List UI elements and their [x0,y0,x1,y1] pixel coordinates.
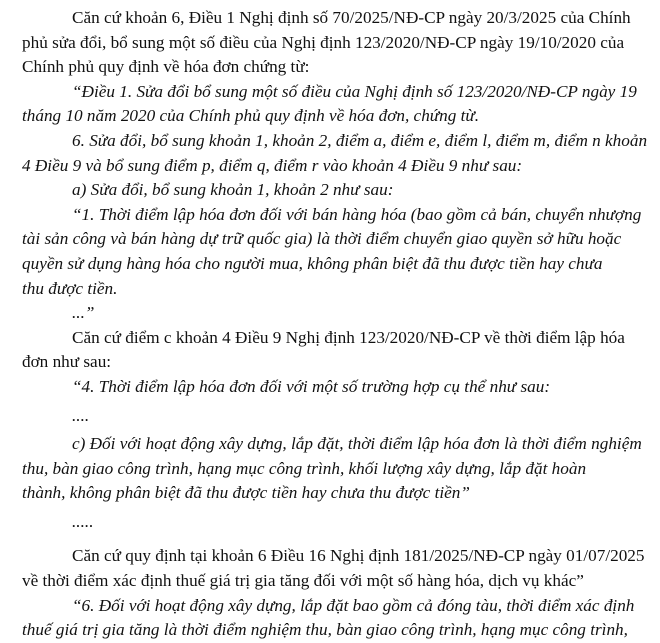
quote-point-c-construction [22,432,642,506]
quote-clause-6-vat [22,594,642,643]
text-line: “4. Thời điểm lập hóa đơn đối với một số trường hợp cụ thể như sau: [72,376,551,396]
text-line: a) Sửa đổi, bổ sung khoản 1, khoản 2 như sau: [72,180,394,200]
ellipsis-text: ..... [72,511,94,531]
paragraph-legal-basis-2 [22,326,642,375]
quote-invoice-time-goods [22,203,642,301]
text-line: tài sản công và bán hàng dự trữ quốc gia) là thời điểm chuyển giao quyền sở hữu hoặc [22,229,622,249]
text-line: “Điều 1. Sửa đổi bổ sung một số điều của Nghị định số 123/2020/NĐ-CP ngày 19 [72,81,637,101]
text-line: phủ sửa đổi, bổ sung một số điều của Nghị định 123/2020/NĐ-CP ngày 19/10/2020 của [22,32,625,52]
text-line: Chính phủ quy định về hóa đơn chứng từ: [22,57,310,77]
paragraph-legal-basis-3 [22,544,645,593]
text-line: đơn như sau: [22,352,112,372]
ellipsis-2 [22,404,642,429]
text-line: thuế giá trị gia tăng là thời điểm nghiệm thu, bàn giao công trình, hạng mục công trình, [22,620,628,640]
text-line: Căn cứ điểm c khoản 4 Điều 9 Nghị định 123/2020/NĐ-CP về thời điểm lập hóa [72,327,625,347]
text-line: Căn cứ khoản 6, Điều 1 Nghị định số 70/2025/NĐ-CP ngày 20/3/2025 của Chính [72,8,631,27]
ellipsis-1 [22,301,642,326]
text-line: quyền sử dụng hàng hóa cho người mua, không phân biệt đã thu được tiền hay chưa [22,253,603,273]
text-line: 4 Điều 9 và bổ sung điểm p, điểm q, điểm r vào khoản 4 Điều 9 như sau: [22,155,523,175]
quote-article-1 [22,80,642,129]
text-line: 6. Sửa đổi, bổ sung khoản 1, khoản 2, điểm a, điểm e, điểm l, điểm m, điểm n khoản [72,130,648,150]
paragraph-legal-basis-1 [22,6,642,80]
quote-point-a [22,178,642,203]
text-line: thu, bàn giao công trình, hạng mục công trình, khối lượng xây dựng, lắp đặt hoàn [22,458,587,478]
ellipsis-3 [22,510,642,535]
quote-clause-4 [22,375,642,400]
text-line: c) Đối với hoạt động xây dựng, lắp đặt, thời điểm lập hóa đơn là thời điểm nghiệm [72,434,642,454]
text-line: thành, không phân biệt đã thu được tiền hay chưa thu được tiền” [22,483,470,503]
text-line: thu được tiền. [22,278,118,298]
quote-clause-6 [22,129,648,178]
text-line: về thời điểm xác định thuế giá trị gia tăng đối với một số hàng hóa, dịch vụ khác” [22,571,584,591]
text-line: tháng 10 năm 2020 của Chính phủ quy định về hóa đơn, chứng từ. [22,106,480,126]
text-line: “1. Thời điểm lập hóa đơn đối với bán hàng hóa (bao gồm cả bán, chuyển nhượng [72,204,642,224]
text-line: “6. Đối với hoạt động xây dựng, lắp đặt bao gồm cả đóng tàu, thời điểm xác định [72,595,635,615]
ellipsis-text: .... [72,405,90,425]
ellipsis-text: ...” [72,303,95,323]
text-line: Căn cứ quy định tại khoản 6 Điều 16 Nghị định 181/2025/NĐ-CP ngày 01/07/2025 [72,546,645,566]
